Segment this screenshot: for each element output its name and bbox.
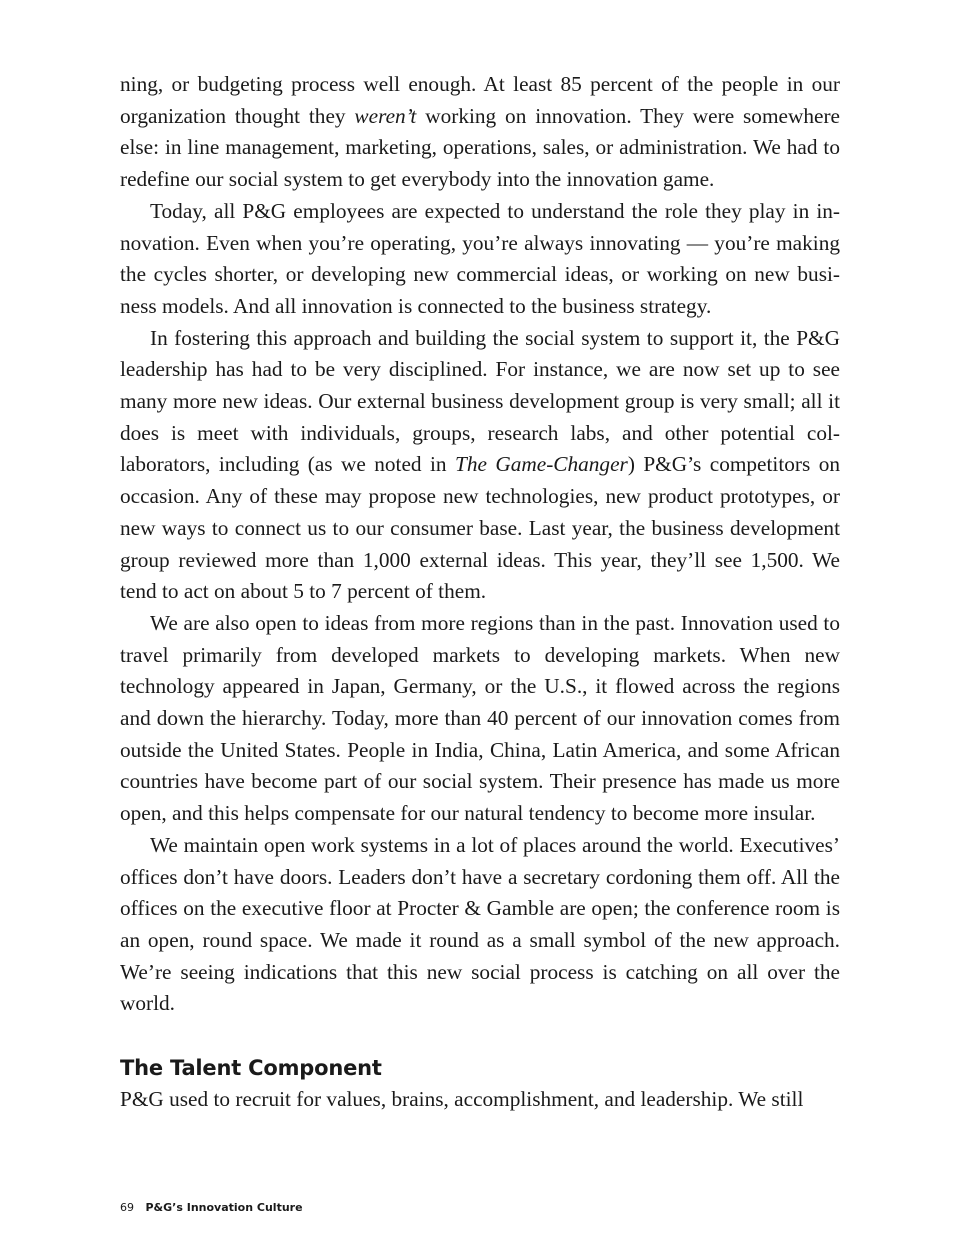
running-footer-title: P&G’s Innovation Culture [145,1201,303,1214]
page-footer [120,1201,303,1214]
page-number: 69 [120,1201,134,1214]
paragraph-3-text: In fostering this approach and building the social system to support it, the P&G leadership has had to be very disciplined. For instance, we are now set up to see many more new ideas. Our external business development group is very small; all it does is meet with individuals, groups, research labs, and other potential collaborators, including (as we noted in [120,325,840,477]
page-body [120,69,840,1116]
paragraph-1-text: ning, or budgeting process well enough. At least 85 percent of the people in our organization thought they [120,72,840,128]
paragraph-1-emphasis: weren’t [354,103,417,128]
paragraph-3-text-rest: ) P&G’s competitors on occasion. Any of these may propose new technologies, new product prototypes, or new ways to connect us to our consumer base. Last year, the business development group reviewed more than 1,000 external ideas. This year, they’ll see 1,500. We tend to act on about 5 to 7 percent of them. [120,452,841,604]
paragraph-4: We are also open to ideas from more regions than in the past. Innovation used to travel primarily from developed markets to developing markets. When new technology appeared in Japan, Germany, or the U.S., it flowed across the regions and down the hierarchy. Today, more than 40 percent of our innovation comes from outside the United States. People in India, China, Latin America, and some African countries have become part of our social system. Their presence has made us more open, and this helps compensate for our natural tendency to become more insular. [120,610,840,826]
book-title-emphasis: The Game-Changer [454,452,628,477]
paragraph-5: We maintain open work systems in a lot of places around the world. Executives’ offices don’t have doors. Leaders don’t have a secretary cordoning them off. All the offices on the executive floor at Procter & Gamble are open; the conference room is an open, round space. We made it round as a small symbol of the new approach. We’re seeing indications that this new social process is catching on all over the world. [120,832,840,1016]
paragraph-1-text-rest: working on innovation. They were somewhere else: in line management, marketing, operations, sales, or administration. We had to redefine our social system to get everybody into the innovation game. [120,103,840,192]
paragraph-6: P&G used to recruit for values, brains, accomplishment, and leadership. We still [120,1087,804,1112]
section-heading: The Talent Component [120,1056,382,1081]
paragraph-2: Today, all P&G employees are expected to understand the role they play in innovation. Even when you’re operating, you’re always innovating — you’re making the cycles shorter, or developing new commercial ideas, or working on new business models. And all innovation is connected to the business strategy. [120,198,840,318]
paragraph-1 [120,69,840,196]
paragraph-3 [120,323,840,608]
